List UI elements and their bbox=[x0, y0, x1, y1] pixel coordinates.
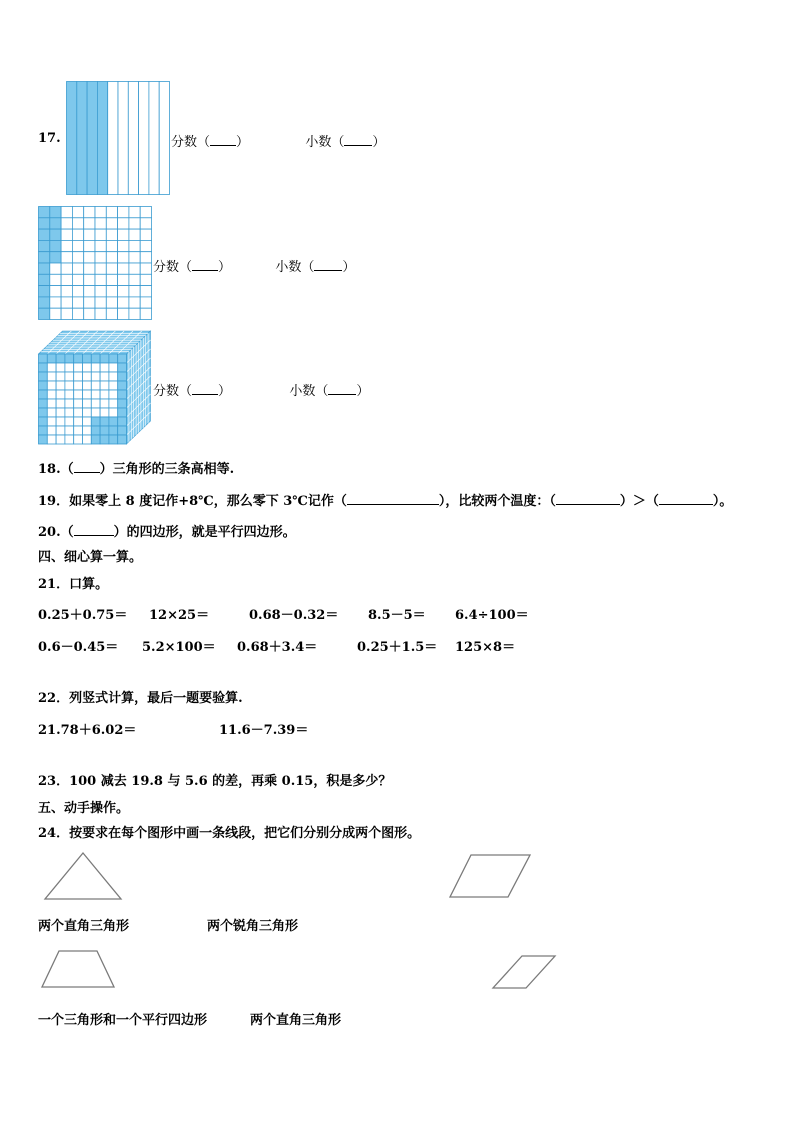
cube-front-cell bbox=[39, 435, 48, 444]
parallelogram-shape[interactable] bbox=[449, 854, 531, 898]
grid-cell bbox=[39, 286, 50, 297]
cube-front-cell bbox=[47, 372, 56, 381]
cube-front-cell bbox=[74, 363, 83, 372]
decimal-label: 小数（ bbox=[275, 260, 315, 275]
cube-front-cell bbox=[100, 426, 109, 435]
fraction-blank[interactable] bbox=[192, 382, 218, 395]
cube-front-cell bbox=[83, 408, 92, 417]
grid-cell bbox=[72, 240, 83, 251]
answer-blank[interactable] bbox=[659, 492, 713, 505]
cube-front-cell bbox=[100, 435, 109, 444]
cube-front-cell bbox=[109, 408, 118, 417]
grid-cell bbox=[39, 218, 50, 229]
decimal-blank[interactable] bbox=[314, 258, 342, 271]
rhombus-shape[interactable] bbox=[492, 955, 556, 989]
grid-cell bbox=[106, 207, 117, 218]
grid-cell bbox=[84, 297, 95, 308]
grid-cell bbox=[140, 297, 151, 308]
cube-front-cell bbox=[100, 408, 109, 417]
grid-cell bbox=[129, 240, 140, 251]
q24-label: 两个直角三角形 bbox=[38, 919, 130, 934]
cube-front-cell bbox=[65, 399, 74, 408]
grid-cell bbox=[61, 274, 72, 285]
section-heading-5: 五、动手操作。 bbox=[38, 801, 130, 816]
grid-cell bbox=[106, 274, 117, 285]
cube-front-cell bbox=[109, 399, 118, 408]
trapezoid-shape[interactable] bbox=[41, 950, 115, 988]
grid-cell bbox=[95, 207, 106, 218]
grid-cell bbox=[106, 240, 117, 251]
cube-front-cell bbox=[91, 417, 100, 426]
grid-cell bbox=[50, 263, 61, 274]
cube-front-cell bbox=[74, 390, 83, 399]
cube-front-cell bbox=[39, 426, 48, 435]
q18-line: 18.（ ）三角形的三条高相等. bbox=[38, 462, 235, 477]
cube-front-cell bbox=[109, 417, 118, 426]
q17-answer-row-2: 分数（ ） 小数（ ） bbox=[153, 260, 356, 275]
fraction-label: 分数（ bbox=[171, 135, 211, 150]
grid-cell bbox=[95, 240, 106, 251]
q21-item: 5.2×100＝ bbox=[142, 640, 216, 655]
answer-blank[interactable] bbox=[556, 492, 620, 505]
grid-cell bbox=[72, 274, 83, 285]
cube-front-cell bbox=[118, 363, 127, 372]
grid-cell bbox=[129, 286, 140, 297]
cube-front-cell bbox=[65, 435, 74, 444]
strip-cell bbox=[97, 82, 107, 195]
cube-front-cell bbox=[109, 435, 118, 444]
grid-cell bbox=[72, 207, 83, 218]
grid-cell bbox=[129, 308, 140, 319]
grid-cell bbox=[95, 286, 106, 297]
grid-cell bbox=[140, 286, 151, 297]
cube-front-cell bbox=[74, 399, 83, 408]
grid-cell bbox=[106, 218, 117, 229]
grid-cell bbox=[140, 207, 151, 218]
grid-cell bbox=[140, 229, 151, 240]
cube-front-cell bbox=[65, 354, 74, 363]
strip-cell bbox=[87, 82, 97, 195]
grid-cell bbox=[95, 297, 106, 308]
cube-front-cell bbox=[56, 426, 65, 435]
grid-cell bbox=[39, 308, 50, 319]
cube-front-cell bbox=[39, 381, 48, 390]
decimal-blank[interactable] bbox=[328, 382, 356, 395]
strip-cell bbox=[149, 82, 159, 195]
grid-cell bbox=[84, 252, 95, 263]
grid-cell bbox=[50, 286, 61, 297]
grid-cell bbox=[61, 263, 72, 274]
grid-cell bbox=[95, 308, 106, 319]
cube-front-cell bbox=[56, 435, 65, 444]
q24-title: 24．按要求在每个图形中画一条线段，把它们分别分成两个图形。 bbox=[38, 826, 421, 841]
fraction-label: 分数（ bbox=[153, 260, 193, 275]
strip-cell bbox=[118, 82, 128, 195]
q21-item: 0.6－0.45＝ bbox=[38, 640, 119, 655]
grid-cell bbox=[61, 240, 72, 251]
grid-cell bbox=[106, 286, 117, 297]
q22-title: 22．列竖式计算，最后一题要验算. bbox=[38, 691, 243, 706]
grid-cell bbox=[72, 286, 83, 297]
grid-cell bbox=[118, 263, 129, 274]
grid-cell bbox=[140, 218, 151, 229]
grid-cell bbox=[39, 263, 50, 274]
decimal-label: 小数（ bbox=[289, 384, 329, 399]
cube-front-cell bbox=[83, 363, 92, 372]
grid-cell bbox=[39, 274, 50, 285]
grid-cell bbox=[95, 252, 106, 263]
cube-front-cell bbox=[109, 381, 118, 390]
grid-cell bbox=[84, 240, 95, 251]
q17-answer-row-3: 分数（ ） 小数（ ） bbox=[153, 384, 370, 399]
cube-front-cell bbox=[109, 363, 118, 372]
grid-cell bbox=[50, 229, 61, 240]
cube-front-cell bbox=[74, 354, 83, 363]
cube-front-cell bbox=[109, 426, 118, 435]
q22-item: 11.6－7.39＝ bbox=[219, 723, 309, 738]
q24-label: 两个锐角三角形 bbox=[207, 919, 299, 934]
grid-cell bbox=[95, 218, 106, 229]
cube-front-cell bbox=[56, 354, 65, 363]
cube-front-cell bbox=[47, 381, 56, 390]
strip-cell bbox=[159, 82, 169, 195]
cube-front-cell bbox=[109, 372, 118, 381]
grid-cell bbox=[72, 297, 83, 308]
cube-front-cell bbox=[91, 426, 100, 435]
cube-front-cell bbox=[74, 372, 83, 381]
cube-front-cell bbox=[39, 408, 48, 417]
cube-front-cell bbox=[39, 372, 48, 381]
grid-cell bbox=[106, 263, 117, 274]
cube-front-cell bbox=[74, 417, 83, 426]
cube-front-cell bbox=[56, 408, 65, 417]
cube-front-cell bbox=[100, 354, 109, 363]
cube-front-cell bbox=[91, 372, 100, 381]
cube-front-cell bbox=[83, 399, 92, 408]
q21-item: 0.68＋3.4＝ bbox=[237, 640, 318, 655]
cube-front-cell bbox=[83, 381, 92, 390]
grid-cell bbox=[118, 218, 129, 229]
q20-line: 20.（ ）的四边形，就是平行四边形。 bbox=[38, 525, 296, 540]
fraction-label: 分数（ bbox=[153, 384, 193, 399]
grid-cell bbox=[50, 240, 61, 251]
cube-front-cell bbox=[83, 372, 92, 381]
q21-title: 21．口算。 bbox=[38, 577, 109, 592]
cube-front-cell bbox=[47, 363, 56, 372]
grid-cell bbox=[118, 308, 129, 319]
strip-cell bbox=[67, 82, 77, 195]
cube-front-cell bbox=[83, 354, 92, 363]
grid-cell bbox=[72, 229, 83, 240]
strip-cell bbox=[139, 82, 149, 195]
answer-blank[interactable] bbox=[74, 460, 100, 473]
cube-front-cell bbox=[39, 390, 48, 399]
grid-cell bbox=[140, 263, 151, 274]
grid-cell bbox=[95, 274, 106, 285]
thousand-cube-figure bbox=[38, 330, 152, 445]
grid-cell bbox=[140, 274, 151, 285]
grid-cell bbox=[50, 218, 61, 229]
cube-front-cell bbox=[109, 354, 118, 363]
cube-front-cell bbox=[39, 399, 48, 408]
q23-text: 23．100 减去 19.8 与 5.6 的差，再乘 0.15，积是多少？ bbox=[38, 774, 392, 789]
cube-front-cell bbox=[91, 435, 100, 444]
grid-cell bbox=[50, 308, 61, 319]
strip-model-figure bbox=[66, 81, 170, 195]
cube-front-cell bbox=[91, 408, 100, 417]
grid-cell bbox=[39, 252, 50, 263]
cube-front-cell bbox=[118, 354, 127, 363]
cube-front-cell bbox=[47, 354, 56, 363]
cube-front-cell bbox=[100, 399, 109, 408]
grid-cell bbox=[118, 274, 129, 285]
cube-front-cell bbox=[65, 417, 74, 426]
q24-label: 一个三角形和一个平行四边形 bbox=[38, 1013, 208, 1028]
cube-front-cell bbox=[118, 372, 127, 381]
cube-front-cell bbox=[74, 435, 83, 444]
grid-cell bbox=[84, 218, 95, 229]
cube-front-cell bbox=[47, 390, 56, 399]
grid-cell bbox=[72, 218, 83, 229]
grid-cell bbox=[84, 286, 95, 297]
grid-cell bbox=[118, 286, 129, 297]
grid-cell bbox=[39, 297, 50, 308]
q21-item: 125×8＝ bbox=[455, 640, 516, 655]
cube-front-cell bbox=[109, 390, 118, 399]
cube-front-cell bbox=[91, 381, 100, 390]
cube-front-cell bbox=[56, 372, 65, 381]
cube-front-cell bbox=[118, 399, 127, 408]
cube-front-cell bbox=[65, 390, 74, 399]
cube-front-cell bbox=[65, 363, 74, 372]
grid-cell bbox=[118, 229, 129, 240]
grid-cell bbox=[39, 229, 50, 240]
grid-cell bbox=[72, 252, 83, 263]
cube-front-cell bbox=[118, 435, 127, 444]
triangle-shape[interactable] bbox=[44, 852, 122, 900]
grid-cell bbox=[61, 297, 72, 308]
grid-cell bbox=[50, 252, 61, 263]
cube-front-cell bbox=[56, 390, 65, 399]
grid-cell bbox=[106, 229, 117, 240]
cube-front-cell bbox=[118, 390, 127, 399]
grid-cell bbox=[39, 240, 50, 251]
cube-front-cell bbox=[65, 381, 74, 390]
grid-cell bbox=[129, 218, 140, 229]
fraction-blank[interactable] bbox=[192, 258, 218, 271]
cube-front-cell bbox=[65, 408, 74, 417]
cube-front-cell bbox=[100, 417, 109, 426]
grid-cell bbox=[118, 252, 129, 263]
cube-front-cell bbox=[83, 435, 92, 444]
grid-cell bbox=[84, 229, 95, 240]
grid-cell bbox=[50, 274, 61, 285]
cube-front-cell bbox=[47, 426, 56, 435]
grid-cell bbox=[140, 240, 151, 251]
cube-front-cell bbox=[100, 372, 109, 381]
grid-cell bbox=[106, 297, 117, 308]
grid-cell bbox=[129, 297, 140, 308]
decimal-label: 小数（ bbox=[305, 135, 345, 150]
grid-cell bbox=[61, 229, 72, 240]
grid-cell bbox=[50, 207, 61, 218]
section-heading-4: 四、细心算一算。 bbox=[38, 550, 143, 565]
grid-cell bbox=[39, 207, 50, 218]
q21-item: 0.25＋0.75＝ bbox=[38, 608, 128, 623]
grid-cell bbox=[129, 263, 140, 274]
cube-front-cell bbox=[118, 417, 127, 426]
grid-cell bbox=[118, 297, 129, 308]
cube-front-cell bbox=[83, 426, 92, 435]
cube-front-cell bbox=[100, 390, 109, 399]
cube-front-cell bbox=[65, 426, 74, 435]
grid-cell bbox=[61, 218, 72, 229]
cube-front-cell bbox=[91, 363, 100, 372]
grid-cell bbox=[61, 207, 72, 218]
grid-cell bbox=[129, 252, 140, 263]
hundred-grid-figure bbox=[38, 206, 152, 320]
cube-front-cell bbox=[65, 372, 74, 381]
grid-cell bbox=[118, 207, 129, 218]
grid-cell bbox=[72, 308, 83, 319]
cube-front-cell bbox=[83, 390, 92, 399]
cube-front-cell bbox=[56, 363, 65, 372]
cube-front-cell bbox=[47, 408, 56, 417]
cube-front-cell bbox=[118, 381, 127, 390]
strip-cell bbox=[128, 82, 138, 195]
grid-cell bbox=[72, 263, 83, 274]
decimal-blank[interactable] bbox=[344, 133, 372, 146]
cube-front-cell bbox=[74, 408, 83, 417]
cube-front-cell bbox=[39, 354, 48, 363]
q21-item: 0.25＋1.5＝ bbox=[357, 640, 438, 655]
grid-cell bbox=[61, 252, 72, 263]
cube-front-cell bbox=[47, 417, 56, 426]
grid-cell bbox=[118, 240, 129, 251]
cube-front-cell bbox=[47, 399, 56, 408]
strip-cell bbox=[77, 82, 87, 195]
answer-blank[interactable] bbox=[74, 523, 114, 536]
grid-cell bbox=[95, 263, 106, 274]
cube-front-cell bbox=[91, 399, 100, 408]
grid-cell bbox=[95, 229, 106, 240]
q21-item: 8.5－5＝ bbox=[368, 608, 426, 623]
cube-front-cell bbox=[56, 381, 65, 390]
grid-cell bbox=[50, 297, 61, 308]
cube-front-cell bbox=[39, 363, 48, 372]
grid-cell bbox=[84, 308, 95, 319]
cube-front-cell bbox=[118, 408, 127, 417]
q21-item: 6.4÷100＝ bbox=[455, 608, 529, 623]
q21-item: 0.68－0.32＝ bbox=[249, 608, 339, 623]
cube-front-cell bbox=[56, 399, 65, 408]
grid-cell bbox=[61, 286, 72, 297]
grid-cell bbox=[84, 274, 95, 285]
cube-front-cell bbox=[56, 417, 65, 426]
q22-item: 21.78＋6.02＝ bbox=[38, 723, 137, 738]
grid-cell bbox=[129, 274, 140, 285]
cube-front-cell bbox=[74, 381, 83, 390]
cube-front-cell bbox=[83, 417, 92, 426]
cube-front-cell bbox=[47, 435, 56, 444]
q17-number: 17. bbox=[38, 131, 61, 146]
cube-front-cell bbox=[118, 426, 127, 435]
answer-blank[interactable] bbox=[347, 492, 439, 505]
strip-cell bbox=[108, 82, 118, 195]
cube-front-cell bbox=[100, 381, 109, 390]
q19-line: 19．如果零上 8 度记作+8℃，那么零下 3℃记作（ ），比较两个温度：（ ）＞（ ）。 bbox=[38, 494, 733, 509]
cube-front-cell bbox=[91, 354, 100, 363]
cube-front-cell bbox=[100, 363, 109, 372]
fraction-blank[interactable] bbox=[210, 133, 236, 146]
grid-cell bbox=[61, 308, 72, 319]
grid-cell bbox=[84, 207, 95, 218]
grid-cell bbox=[106, 308, 117, 319]
grid-cell bbox=[106, 252, 117, 263]
cube-front-cell bbox=[91, 390, 100, 399]
grid-cell bbox=[140, 308, 151, 319]
q17-answer-row-1: 分数（ ） 小数（ ） bbox=[171, 135, 386, 150]
cube-front-cell bbox=[39, 417, 48, 426]
grid-cell bbox=[84, 263, 95, 274]
grid-cell bbox=[129, 207, 140, 218]
q24-label: 两个直角三角形 bbox=[250, 1013, 342, 1028]
grid-cell bbox=[140, 252, 151, 263]
q21-item: 12×25＝ bbox=[149, 608, 210, 623]
cube-front-cell bbox=[74, 426, 83, 435]
grid-cell bbox=[129, 229, 140, 240]
